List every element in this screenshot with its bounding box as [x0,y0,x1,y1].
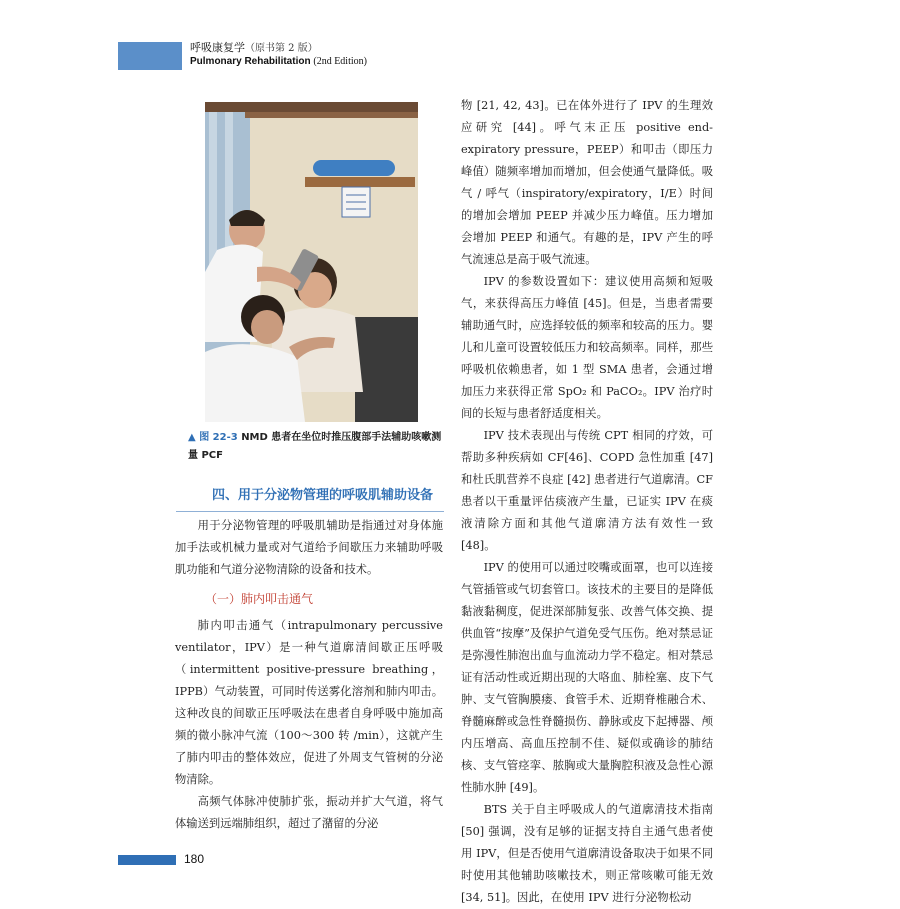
page-number: 180 [184,852,205,866]
right-paragraph: BTS 关于自主呼吸成人的气道廓清技术指南 [50] 强调，没有足够的证据支持自主通气患者使用 IPV，但是否使用气道廓清设备取决于如果不同时使用其他辅助咳嗽技术，则正常咳嗽可能无效 [34, 51]。因此，在使用 IPV 进行分泌物松动 [461,803,713,904]
right-paragraph: IPV 技术表现出与传统 CPT 相同的疗效，可帮助多种疾病如 CF[46]、COPD 急性加重 [47] 和杜氏肌营养不良症 [42] 患者进行气道廓清。CF 患者以干重量评估痰液产生量，已证实 IPV 在痰液清除方面和其他气道廓清方法有效性一致 [48]。 [461,429,713,552]
book-subtitle-edition: (2nd Edition) [313,56,367,67]
figure-label: 图 22-3 [199,432,238,443]
section-heading: 四、用于分泌物管理的呼吸肌辅助设备 [212,488,434,503]
triangle-marker-icon: ▲ [188,432,196,443]
right-column [461,95,713,909]
right-paragraph: IPV 的使用可以通过咬嘴或面罩，也可以连接气管插管或气切套管口。该技术的主要目的是降低黏液黏稠度，促进深部肺复张、改善气体交换、提供血管“按摩”及保护气道免受气压伤。绝对禁忌证是弥漫性肺泡出血与血流动力学不稳定。相对禁忌证有活动性或近期出现的大咯血、肺栓塞、皮下气肿、支气管胸膜瘘、食管手术、近期脊椎融合术、脊髓麻醉或急性脊髓损伤、静脉或皮下起搏器、颅内压增高、高血压控制不佳、疑似或确诊的肺结核、支气管痉挛、脓胸或大量胸腔积液及急性心源性肺水肿 [49]。 [461,561,713,794]
figure-photo-illustration [205,102,418,422]
right-paragraph: IPV 的参数设置如下：建议使用高频和短吸气，来获得高压力峰值 [45]。但是，当患者需要辅助通气时，应选择较低的频率和较高的压力。婴儿和儿童可设置较低压力和较高频率。同样，那些呼吸机依赖患者，如 1 型 SMA 患者，会通过增加压力来获得正常 SpO₂ 和 PaCO₂。IPV 治疗时间的长短与患者舒适度相关。 [461,275,713,420]
book-subtitle [190,56,367,67]
header-accent-bar [118,42,182,70]
section-intro-paragraph: 用于分泌物管理的呼吸肌辅助是指通过对身体施加手法或机械力量或对气道给予间歇压力来辅助呼吸肌功能和气道分泌物清除的设备和技术。 [175,519,443,576]
left-paragraph: 高频气体脉冲使肺扩张，振动并扩大气道，将气体输送到远端肺组织，超过了潴留的分泌 [175,795,443,830]
footer-accent-bar [118,855,176,865]
left-column [175,515,443,835]
right-paragraph: 物 [21, 42, 43]。已在体外进行了 IPV 的生理效应研究 [44]。呼气末正压 positive end-expiratory pressure，PEEP）和叩击（即压力峰值）随频率增加而增加，但会使通气量降低。吸气 / 呼气（inspiratory/expiratory，I/E）时间的增加会增加 PEEP 并减少压力峰值。压力增加会增加 PEEP 和通气。有趣的是，IPV 产生的呼气流速总是高于吸气流速。 [461,99,713,266]
figure-caption-text: NMD 患者在坐位时推压腹部手法辅助咳嗽测量 PCF [188,432,442,461]
section-divider [176,511,444,512]
book-title-text: 呼吸康复学 [190,41,245,54]
book-subtitle-text: Pulmonary Rehabilitation [190,56,311,67]
book-edition: （原书第 2 版） [245,43,318,54]
left-paragraph: 肺内叩击通气（intrapulmonary percussive ventilator，IPV）是一种气道廓清间歇正压呼吸（intermittent positive-pressure breathing，IPPB）气动装置，可同时传送雾化溶剂和肺内叩击。这种改良的间歇正压呼吸法在患者自身呼吸中施加高频的微小脉冲气流（100～300 转 /min），这就产生了肺内叩击的整体效应，促进了外周支气管树的分泌物清除。 [175,619,443,786]
figure-caption [188,429,443,465]
book-title [190,40,318,56]
subsection-heading: （一）肺内叩击通气 [205,592,314,606]
figure-photo [205,102,418,422]
